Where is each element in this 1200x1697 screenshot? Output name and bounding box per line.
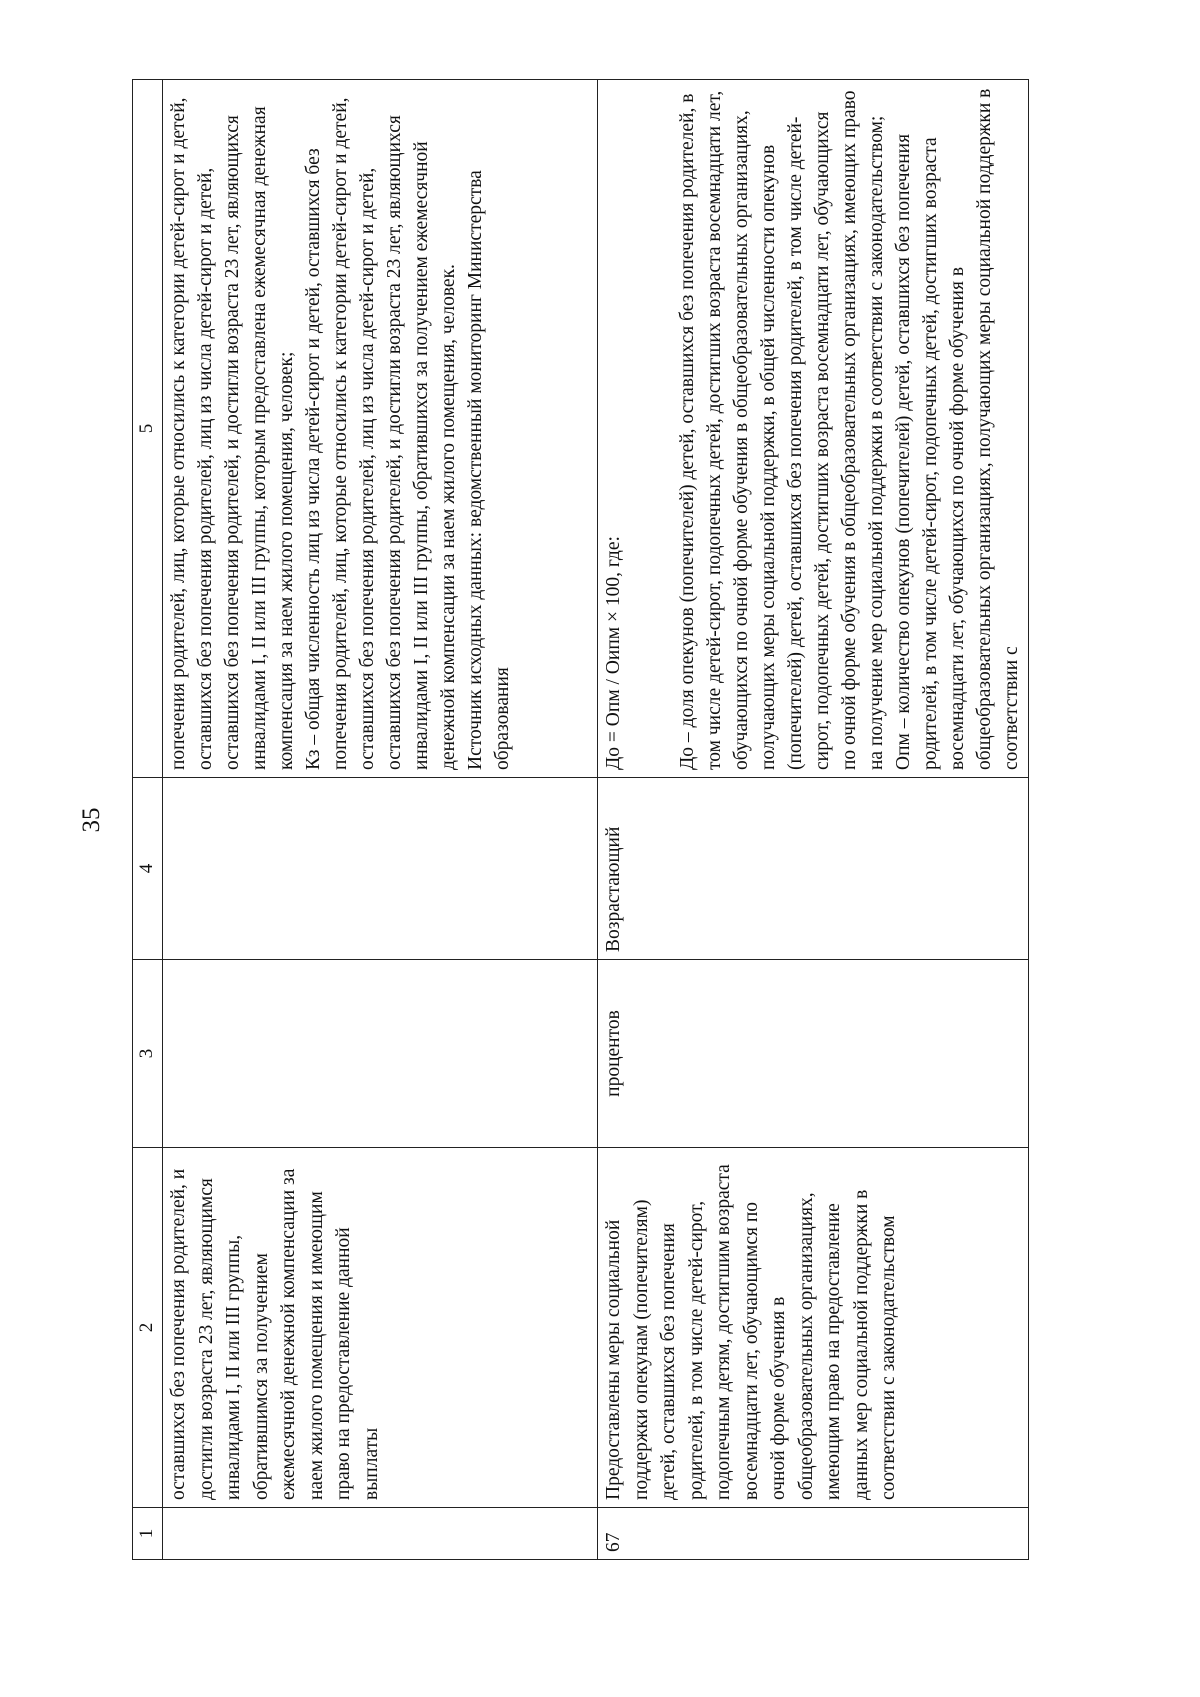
- row2-indicator-name: Предоставлены меры социальной поддержки опекунам (попечителям) детей, оставшихся без попечения родителей, в том числе детей-сирот, подопечным детям, достигшим возраста восемнадцати лет, обучающимся по очной форме обучения в общеобразовательных организациях, имеющим право на предоставление данных мер социальной поддержки в соответствии с законодательством: [598, 1148, 1029, 1508]
- header-col-4: 4: [133, 778, 163, 960]
- row2-method-text: До – доля опекунов (попечителей) детей, оставшихся без попечения родителей, в том числе детей-сирот, подопечных детей, достигших возраста восемнадцати лет, обучающихся по очной форме обучения в общеобразовательных организациях, получающих меры социальной поддержки, в общей численности опекунов (попечителей) детей, оставшихся без попечения родителей, в том числе детей-сирот, подопечных детей, достигших возраста восемнадцати лет, обучающихся по очной форме обучения в общеобразовательных организациях, имеющих право на получение мер социальной поддержки в соответствии с законодательством; Опм – количество опекунов (попечителей) детей, оставшихся без попечения родителей, в том числе детей-сирот, подопечных детей, достигших возраста восемнадцати лет, обучающихся по очной форме обучения в общеобразовательных организациях, получающих меры социальной поддержки в соответствии с: [676, 88, 1022, 770]
- row1-method: [163, 80, 598, 778]
- row1-indicator-name: оставшихся без попечения родителей, и достигли возраста 23 лет, являющимся инвалидами I, II или III группы, обратившимся за получением ежемесячной денежной компенсации за наем жилого помещения и имеющим право на предоставление данной выплаты: [163, 1148, 598, 1508]
- row1-data-source: Источник исходных данных: ведомственный мониторинг Министерства образования: [465, 170, 513, 770]
- header-col-3: 3: [133, 960, 163, 1148]
- header-col-2: 2: [133, 1148, 163, 1508]
- row1-col1: [163, 1508, 598, 1560]
- row2-method: [598, 80, 1029, 778]
- row2-unit: процентов: [598, 960, 1029, 1148]
- table-row: [598, 80, 1029, 1560]
- row2-trend: Возрастающий: [598, 778, 1029, 960]
- indicators-table: [132, 79, 1029, 1560]
- table-row: [163, 80, 598, 1560]
- table-header-row: [133, 80, 163, 1560]
- page-number: 35: [78, 807, 105, 833]
- header-col-1: 1: [133, 1508, 163, 1560]
- row1-unit: [163, 960, 598, 1148]
- header-col-5: 5: [133, 80, 163, 778]
- row2-formula: До = Опм / Оипм × 100, где:: [603, 536, 624, 770]
- rotated-table-container: [132, 80, 1112, 1560]
- row1-method-text: попечения родителей, лиц, которые относились к категории детей-сирот и детей, оставшихся без попечения родителей, лиц из числа детей-сирот и детей, оставшихся без попечения родителей, и достигли возраста 23 лет, являющихся инвалидами I, II или III группы, которым предоставлена ежемесячная денежная компенсация за наем жилого помещения, человек; Кз – общая численность лиц из числа детей-сирот и детей, оставшихся без попечения родителей, лиц, которые относились к категории детей-сирот и детей, оставшихся без попечения родителей, лиц из числа детей-сирот и детей, оставшихся без попечения родителей, и достигли возраста 23 лет, являющихся инвалидами I, II или III группы, обратившихся за получением ежемесячной денежной компенсации за наем жилого помещения, человек.: [168, 97, 459, 770]
- row1-trend: [163, 778, 598, 960]
- row2-number: 67: [598, 1508, 1029, 1560]
